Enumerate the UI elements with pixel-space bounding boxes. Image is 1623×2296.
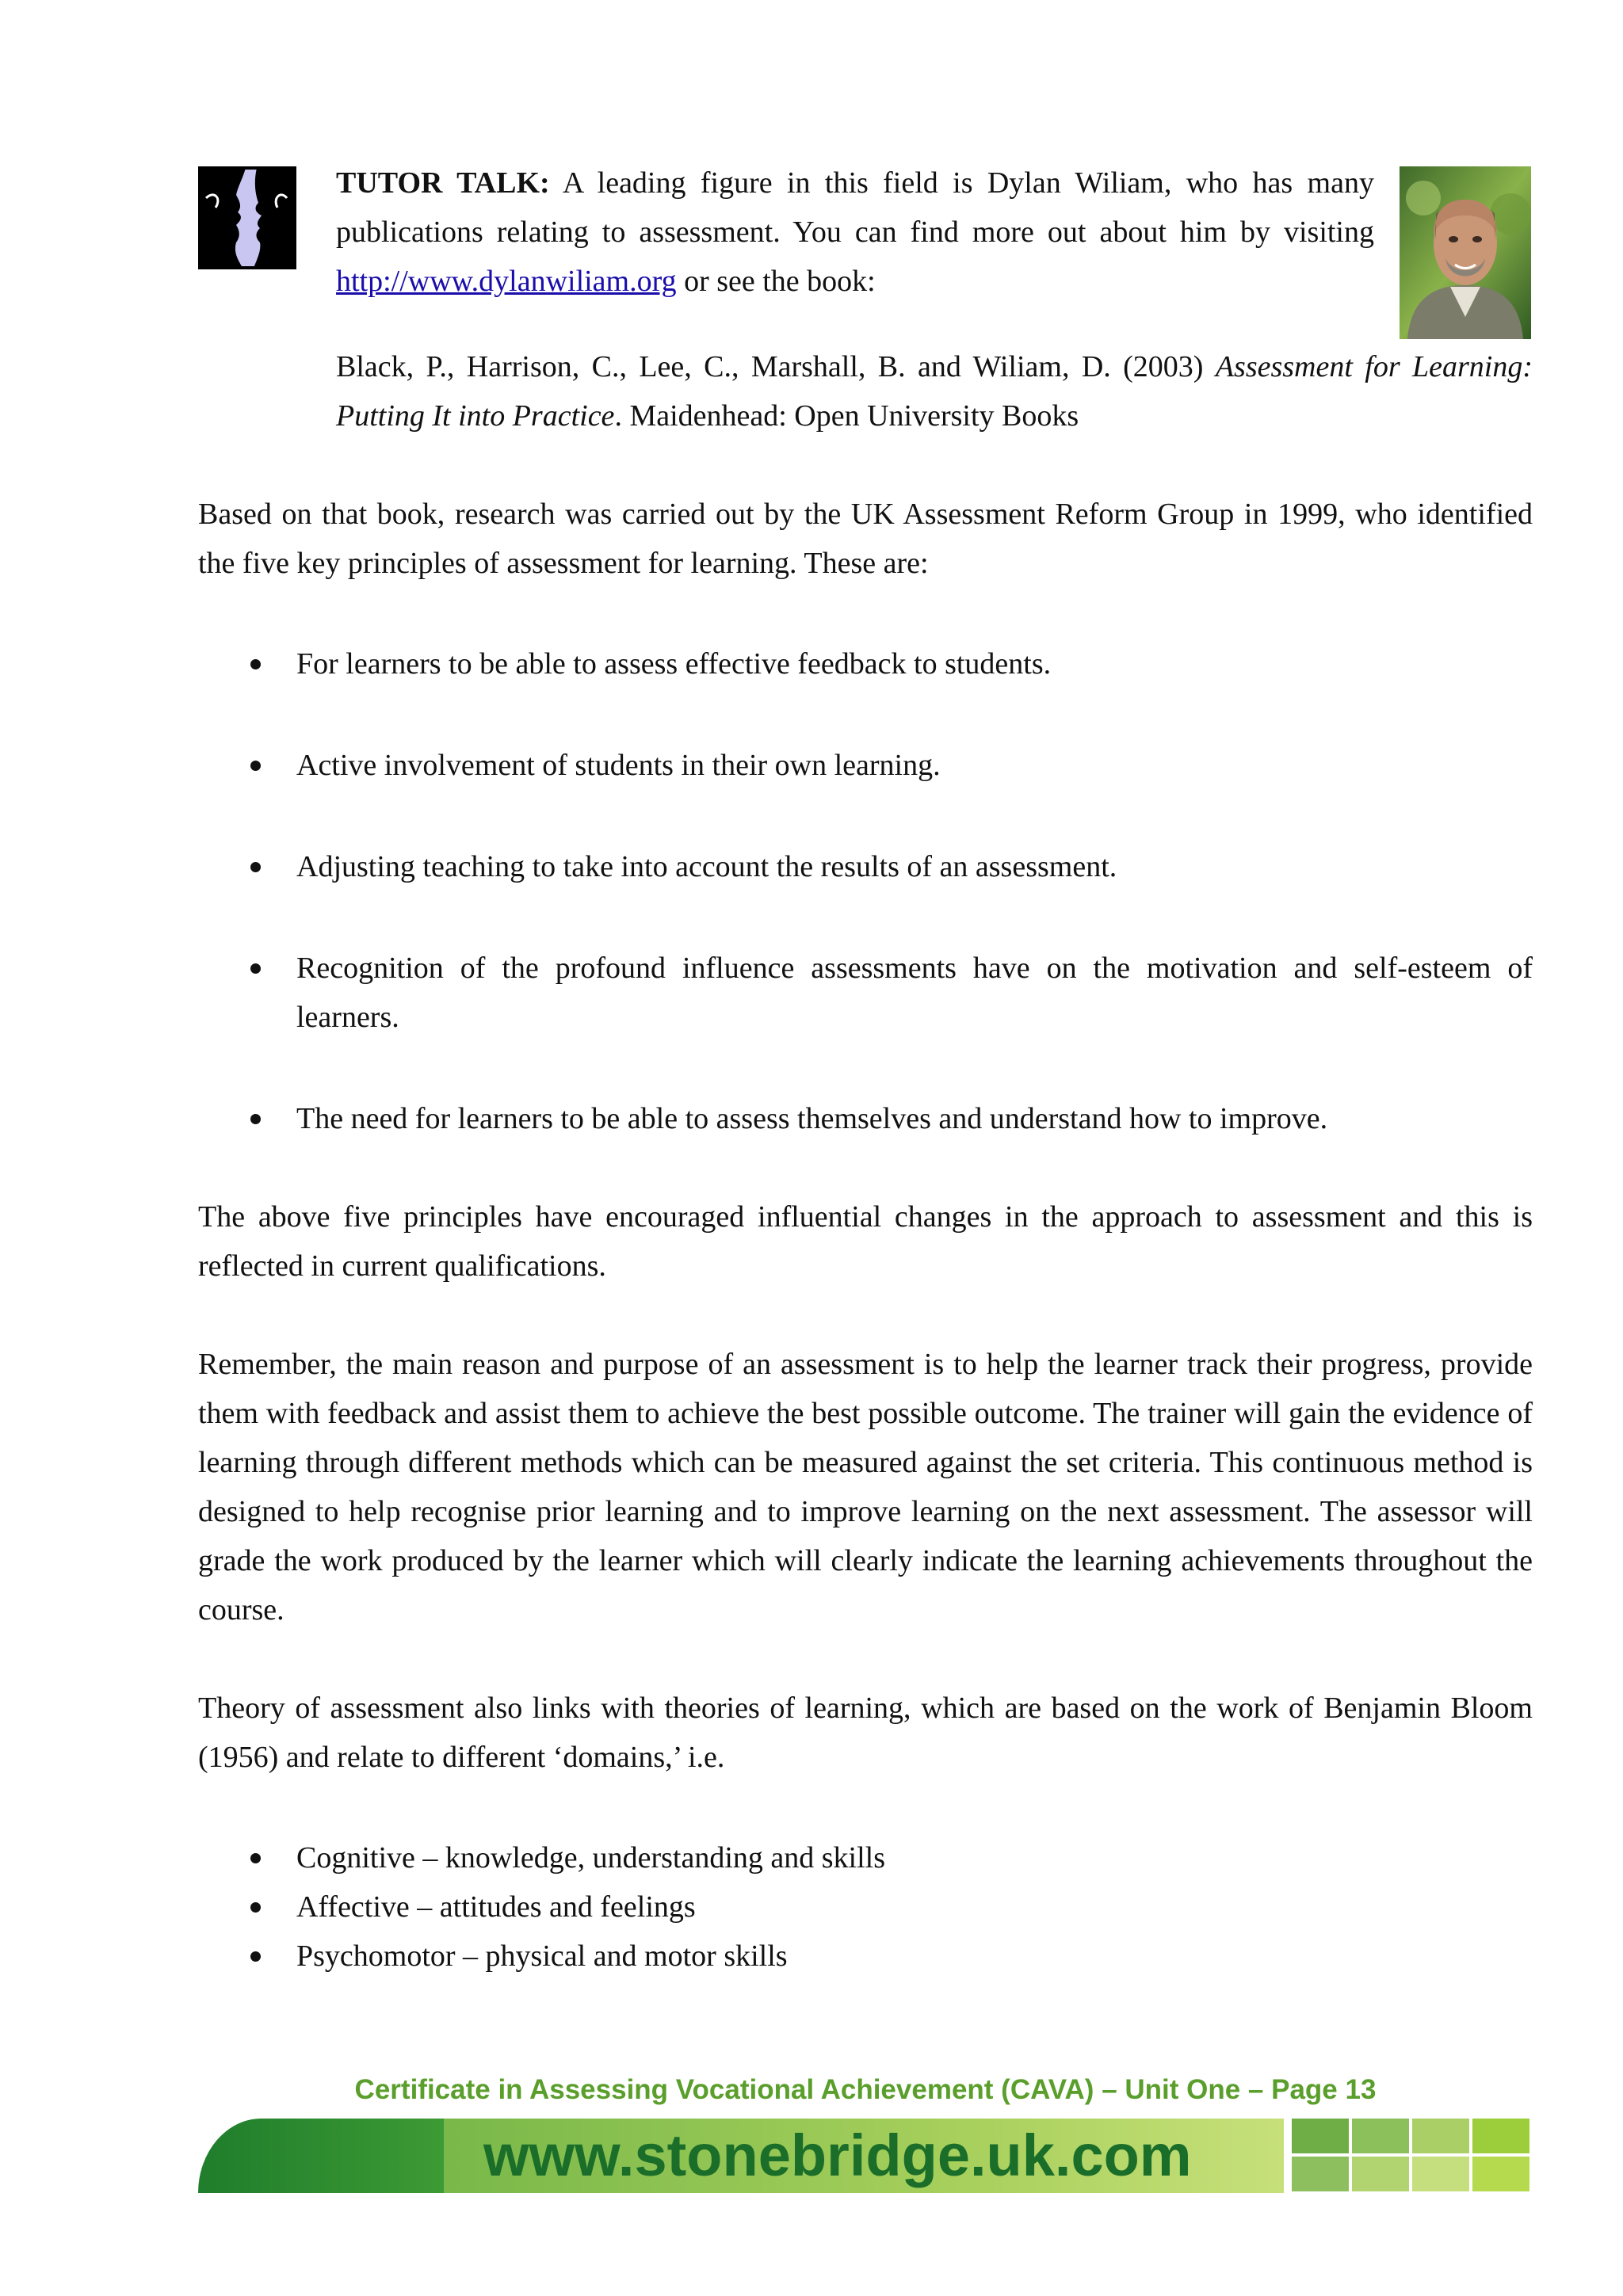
banner-swoosh	[198, 2119, 444, 2193]
citation-authors: Black, P., Harrison, C., Lee, C., Marshall, B. and Wiliam, D. (2003)	[336, 350, 1216, 383]
bullet-icon	[250, 1902, 261, 1913]
bullet-icon	[250, 1853, 261, 1863]
two-faces-icon	[198, 166, 296, 269]
list-item	[198, 1882, 1533, 1932]
list-item-text: Adjusting teaching to take into account the results of an assessment.	[296, 850, 1117, 883]
paragraph-principles: The above five principles have encouraged influential changes in the approach to assessment and this is reflected in current qualifications.	[198, 1200, 1533, 1283]
list-item	[198, 944, 1533, 1042]
bullet-icon	[250, 1114, 261, 1124]
list-item-text: For learners to be able to assess effective feedback to students.	[296, 647, 1052, 681]
paragraph-intro: Based on that book, research was carried out by the UK Assessment Reform Group in 1999, who identified the five key principles of assessment for learning. These are:	[198, 498, 1533, 580]
list-item	[198, 1833, 1533, 1882]
footer-banner	[198, 2119, 1533, 2193]
banner-tile	[1472, 2157, 1529, 2191]
banner-tile	[1412, 2157, 1469, 2191]
dylanwiliam-link[interactable]: http://www.dylanwiliam.org	[336, 265, 677, 298]
bullet-icon	[250, 761, 261, 771]
tutor-talk-box	[198, 158, 1533, 325]
banner-tile	[1472, 2119, 1529, 2153]
banner-tile	[1352, 2119, 1409, 2153]
list-item-text: Cognitive – knowledge, understanding and skills	[296, 1841, 886, 1875]
citation-title: Assessment for Learning: Putting It into Practice	[336, 350, 1533, 433]
tutor-portrait	[1400, 166, 1531, 339]
paragraph-remember: Remember, the main reason and purpose of an assessment is to help the learner track their progress, provide them with feedback and assist them to achieve the best possible outcome. The trainer will gain the evidence of learning through different methods which can be measured against the set criteria. This continuous method is designed to help recognise prior learning and to improve learning on the next assessment. The assessor will grade the work produced by the learner which will clearly indicate the learning achievements throughout the course.	[198, 1348, 1533, 1627]
paragraph-theory: Theory of assessment also links with theories of learning, which are based on the work of Benjamin Bloom (1956) and relate to different ‘domains,’ i.e.	[198, 1691, 1533, 1774]
banner-tiles	[1292, 2119, 1533, 2193]
list-item-text: The need for learners to be able to assess themselves and understand how to improve.	[296, 1102, 1328, 1135]
book-citation	[336, 342, 1533, 441]
list-item	[198, 1094, 1533, 1143]
list-item-text: Active involvement of students in their own learning.	[296, 749, 941, 782]
banner-tile	[1292, 2157, 1349, 2191]
domains-list	[198, 1833, 1533, 1981]
principles-list	[198, 639, 1533, 1143]
banner-tile	[1352, 2157, 1409, 2191]
tutor-talk-text	[336, 158, 1374, 306]
page-content	[198, 158, 1533, 1981]
list-item-text: Affective – attitudes and feelings	[296, 1890, 696, 1924]
banner-tile	[1412, 2119, 1469, 2153]
bullet-icon	[250, 659, 261, 669]
list-item-text: Psychomotor – physical and motor skills	[296, 1939, 788, 1973]
list-item	[198, 741, 1533, 790]
citation-publisher: . Maidenhead: Open University Books	[614, 399, 1079, 433]
list-item-text: Recognition of the profound influence assessments have on the motivation and self-esteem of learners.	[296, 952, 1533, 1034]
bullet-icon	[250, 963, 261, 974]
footer-title: Certificate in Assessing Vocational Achievement (CAVA) – Unit One – Page 13	[354, 2074, 1377, 2105]
tutor-talk-text-1: A leading figure in this field is Dylan Wiliam, who has many publications relating to assessment. You can find more out about him by visiting	[336, 166, 1374, 249]
tutor-talk-text-2: or see the book:	[676, 265, 876, 298]
bullet-icon	[250, 862, 261, 872]
list-item	[198, 639, 1533, 688]
bullet-icon	[250, 1951, 261, 1962]
footer-url[interactable]: www.stonebridge.uk.com	[483, 2122, 1192, 2188]
list-item	[198, 1932, 1533, 1981]
banner-tile	[1292, 2119, 1349, 2153]
list-item	[198, 842, 1533, 891]
tutor-talk-label: TUTOR TALK:	[336, 166, 550, 200]
